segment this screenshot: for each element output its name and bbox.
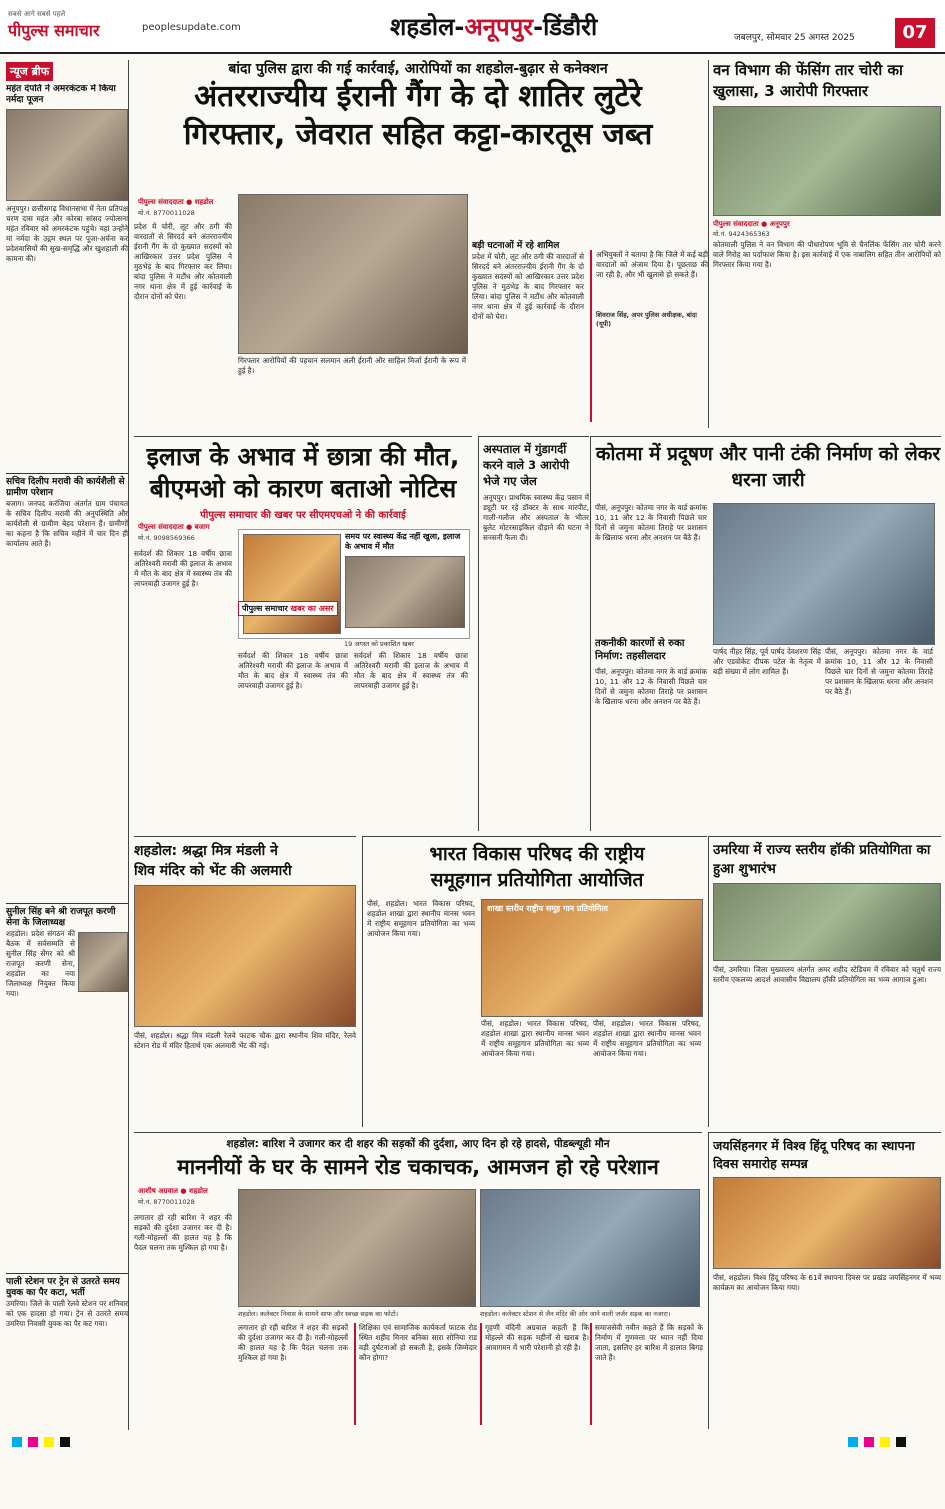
rain-story xyxy=(134,1132,702,1429)
vhp-headline: जयसिंहनगर में विश्व हिंदू परिषद का स्थापना दिवस समारोह सम्पन्न xyxy=(713,1138,915,1171)
hockey-text: पीसं, उमरिया। जिला मुख्यालय अंतर्गत अमर शहीद स्टेडियम में रविवार को चतुर्थ राज्य स्तरीय एकलव्य आदर्श आवासीय विद्यालय हॉकी प्रतियोगिता का भव्य आगाज हुआ। xyxy=(713,965,941,984)
student-headline-1: इलाज के अभाव में छात्रा की मौत, xyxy=(146,442,460,471)
hospital-text: अनूपपुर। प्राथमिक स्वास्थ्य केंद्र पसान में ड्यूटी पर रहे डॉक्टर के साथ मारपीट, गाली-गलौज और अस्पताल के भीतर बुलेट मोटरसाइकिल दौड़ाने की घटना ने सनसनी फैला दी। xyxy=(483,493,589,542)
forest-byline: पीपुल्स संवाददाता ● अनूपपुर xyxy=(713,220,790,228)
rain-kicker: शहडोल: बारिश ने उजागर कर दी शहर की सड़कों की दुर्दशा, आए दिन हो रहे हादसे, पीडब्ल्यूडी मौन xyxy=(226,1138,610,1150)
clip-headline: समय पर स्वास्थ्य केंद्र नहीं खुला, इलाज के अभाव में मौत xyxy=(345,532,461,551)
lead-mobile: मो.नं. 8770011028 xyxy=(138,209,195,217)
page-number: 07 xyxy=(895,18,935,48)
clip-label: पीपुल्स समाचार खबर का असर xyxy=(238,601,338,616)
lead-kicker: बांदा पुलिस द्वारा की गई कार्रवाई, आरोपियों का शहडोल-बुढ़ार से कनेक्शन xyxy=(228,61,608,77)
quote-3: समाजसेवी नवीन कहते हैं कि सड़कों के निर्माण में गुणवत्ता पर ध्यान नहीं दिया जाता, इसलिए हर बारिश में हालात बिगड़ जाते हैं। xyxy=(590,1323,703,1425)
hockey-story xyxy=(708,836,941,1127)
brief-1-text: अनूपपुर। छत्तीसगढ़ विधानसभा में नेता प्रतिपक्ष चरण दास महंत और कोरबा सांसद ज्योत्सना महंत रविवार को अमरकंटक पहुंचे। यहां उन्होंने मां नर्मदा के उद्गम स्थल पर पूजा-अर्चना कर प्रदेशवासियों की सुख-समृद्धि और खुशहाली की कामना की। xyxy=(6,204,128,263)
rain-caption-2: शहडोल। कलेक्टर स्टेशन से जैन मंदिर की ओर जाने वाली जर्जर सड़क का नजारा। xyxy=(480,1310,671,1318)
shraddha-headline-1: शहडोल: श्रद्धा मित्र मंडली ने xyxy=(134,843,278,859)
kotma-caption: पार्षद नीहर सिंह, पूर्व पार्षद देवशरण सिंह और एडवोकेट दीपक पटेल के नेतृत्व में बड़ी संख्या में लोग शामिल हैं। xyxy=(713,647,821,676)
kotma-headline: कोतमा में प्रदूषण और पानी टंकी निर्माण को लेकर धरना जारी xyxy=(595,443,941,491)
forest-text: कोतमाली पुलिस ने वन विभाग की पौधारोपण भूमि से चैनलिंक फेंसिंग तार चोरी करने वाले गिरोह का पर्दाफाश किया है। इस कार्रवाई में एक नाबालिग सहित तीन आरोपियों को गिरफ्तार किया गया है। xyxy=(713,240,941,269)
student-headline-2: बीएमओ को कारण बताओ नोटिस xyxy=(149,474,457,503)
lead-byline: पीपुल्स संवाददाता ● शहडोल xyxy=(138,198,214,206)
kotma-story xyxy=(590,436,941,831)
brief-4-headline: पाली स्टेशन पर ट्रेन से उतरते समय युवक का पैर कटा, भर्ती xyxy=(6,1273,128,1299)
clip-date: 19 अगस्त को प्रकाशित खबर xyxy=(344,640,414,648)
student-text: सर्वदर्श की शिकार 18 वर्षीय छात्रा अतिरेश्वरी मरावी की इलाज के अभाव में मौत के बाद क्षेत्र में स्वास्थ्य तंत्र की लापरवाही उजागर हुई है। xyxy=(134,549,232,588)
rain-text: लगातार हो रही बारिश ने शहर की सड़कों की दुर्दशा उजागर कर दी है। गली-मोहल्लों की हालत यह है कि पैदल चलना तक मुश्किल हो गया है। xyxy=(134,1213,232,1252)
hockey-headline: उमरिया में राज्य स्तरीय हॉकी प्रतियोगिता का हुआ शुभारंभ xyxy=(713,842,931,877)
forest-mobile: मो.नं. 9424365363 xyxy=(713,230,770,238)
kotma-photo xyxy=(713,503,935,645)
kotma-subhead: तकनीकी कारणों से रुका निर्माण: तहसीलदार xyxy=(595,638,685,662)
bharat-text-2: पीसं, शहडोल। भारत विकास परिषद, शहडोल शाखा द्वारा स्थानीय मानस भवन में राष्ट्रीय समूहगान प्रतियोगिता का भव्य आयोजन किया गया। xyxy=(481,1019,589,1058)
brief-3-photo xyxy=(78,932,128,992)
student-byline: पीपुल्स संवाददाता ● बजाग xyxy=(138,523,210,531)
lead-headline-2: गिरफ्तार, जेवरात सहित कट्टा-कारतूस जब्त xyxy=(183,117,653,152)
newspaper-logo: सबसे आगे सबसे पहले पीपुल्स समाचार xyxy=(8,10,100,40)
masthead xyxy=(0,0,945,54)
bharat-headline-1: भारत विकास परिषद की राष्ट्रीय xyxy=(429,843,645,865)
left-column xyxy=(6,60,129,1430)
student-kicker: पीपुल्स समाचार की खबर पर सीएमएचओ ने की कार्रवाई xyxy=(200,510,406,521)
lead-quote: अभियुक्तों ने बताया है कि जिले में कई बड़ी वारदातों को अंजाम दिया है। पूछताछ की जा रही है, और भी खुलासे हो सकते हैं। शिवराज सिंह, अपर पुलिस अधीक्षक, बांदा (यूपी) xyxy=(590,250,708,422)
bharat-text-3: पीसं, शहडोल। भारत विकास परिषद, शहडोल शाखा द्वारा स्थानीय मानस भवन में राष्ट्रीय समूहगान प्रतियोगिता का भव्य आयोजन किया गया। xyxy=(593,1019,701,1058)
shraddha-text: पीसं, शहडोल। श्रद्धा मित्र मंडली रेलवे फाटक चौक द्वारा स्थानीय शिव मंदिर, रेलवे स्टेशन रोड में मंदिर हितार्थ एक अलमारी भेंट की गई। xyxy=(134,1031,356,1050)
color-registration-marks xyxy=(12,1432,76,1451)
brief-1-headline: महंत दंपति ने अमरकंटक में किया नर्मदा पूजन xyxy=(6,84,116,105)
rain-photo-2 xyxy=(480,1189,700,1307)
rain-caption-1: शहडोल। कलेक्टर निवास के सामने साफ और स्वच्छ सड़क का फोटो। xyxy=(238,1310,399,1318)
bharat-photo xyxy=(481,899,703,1017)
rain-mobile: मो.नं. 8770011028 xyxy=(138,1198,195,1206)
rain-text-2: लगातार हो रही बारिश ने शहर की सड़कों की दुर्दशा उजागर कर दी है। गली-मोहल्लों की हालत यह है कि पैदल चलना तक मुश्किल हो गया है। xyxy=(238,1323,348,1362)
bharat-story xyxy=(362,836,707,1127)
vhp-text: पीसं, शहडोल। विश्व हिंदू परिषद के 61वें स्थापना दिवस पर प्रखंड जयसिंहनगर में भव्य कार्यक्रम का आयोजन किया गया। xyxy=(713,1273,941,1292)
kotma-text: पीसं, अनूपपुर। कोतमा नगर के वार्ड क्रमांक 10, 11 और 12 के निवासी पिछले चार दिनों से जमुना कोतमा तिराहे पर प्रशासन के खिलाफ धरना और अनशन पर बैठे हैं। xyxy=(595,503,707,542)
forest-photo xyxy=(713,106,941,216)
hospital-story xyxy=(478,436,589,831)
rain-photo-1 xyxy=(238,1189,476,1307)
hospital-headline: अस्पताल में गुंडागर्दी करने वाले 3 आरोपी भेजे गए जेल xyxy=(483,442,570,488)
shraddha-photo xyxy=(134,885,356,1027)
brief-2-text: बजाग। जनपद करंजिया अंतर्गत ग्राम पंचायत के सचिव दिलीप मरावी की अनुपस्थिति और कार्यशैली से ग्रामीण बेहद परेशान हैं। ग्रामीणों का कहना है कि सचिव महीने में चार दिन ही कार्यालय आते हैं। xyxy=(6,499,128,548)
clip-photo xyxy=(243,534,341,634)
student-story xyxy=(134,436,472,831)
forest-headline: वन विभाग की फेंसिंग तार चोरी का खुलासा, 3 आरोपी गिरफ्तार xyxy=(713,61,903,100)
lead-subhead: बड़ी घटनाओं में रहे शामिल xyxy=(472,241,560,251)
student-mobile: मो.नं. 9098569366 xyxy=(138,534,195,542)
student-text-3: सर्वदर्श की शिकार 18 वर्षीय छात्रा अतिरेश्वरी मरावी की इलाज के अभाव में मौत के बाद क्षेत्र में स्वास्थ्य तंत्र की लापरवाही उजागर हुई है। xyxy=(354,651,468,690)
section-title: शहडोल-अनूपपुर-डिंडौरी xyxy=(390,13,598,41)
rain-byline: आशीष अग्रवाल ● शहडोल xyxy=(138,1187,208,1195)
brief-1-photo xyxy=(6,109,128,201)
hockey-photo xyxy=(713,883,941,961)
brief-4-text: उमरिया। जिले के पाली रेलवे स्टेशन पर शनिवार को एक हादसा हो गया। ट्रेन से उतरते समय उमरिया निवासी युवक का पैर कट गया। xyxy=(6,1299,128,1328)
bharat-headline-2: समूहगान प्रतियोगिता आयोजित xyxy=(430,869,644,891)
clip-photo-2 xyxy=(345,556,465,628)
brief-3-headline: सुनील सिंह बने श्री राजपूत करणी सेना के जिलाध्यक्ष xyxy=(6,903,128,929)
kotma-text-3: पीसं, अनूपपुर। कोतमा नगर के वार्ड क्रमांक 10, 11 और 12 के निवासी पिछले चार दिनों से जमुना कोतमा तिराहे पर प्रशासन के खिलाफ धरना और अनशन पर बैठे हैं। xyxy=(595,667,707,706)
bharat-text: पीसं, शहडोल। भारत विकास परिषद, शहडोल शाखा द्वारा स्थानीय मानस भवन में राष्ट्रीय समूहगान प्रतियोगिता का भव्य आयोजन किया गया। xyxy=(367,899,475,938)
forest-story xyxy=(708,60,941,428)
lead-text-2: प्रदेश में चोरी, लूट और ठगी की वारदातों से सिरदर्द बने अंतरराज्यीय ईरानी गैंग के दो कुख्यात सदस्यों को आखिरकार उत्तर प्रदेश पुलिस ने मुठभेड़ के बाद गिरफ्तार कर लिया। बांदा पुलिस ने मटौंध और कोतवाली नगर थाना क्षेत्र में हुई कार्रवाई के दौरान दोनों को घेरा। xyxy=(472,252,584,321)
shraddha-story xyxy=(134,836,356,1127)
brief-2-headline: सचिव दिलीप मरावी की कार्यशैली से ग्रामीण परेशान xyxy=(6,473,128,499)
color-registration-marks-right xyxy=(848,1432,912,1451)
issue-date: जबलपुर, सोमवार 25 अगस्त 2025 xyxy=(734,33,855,43)
lead-photo xyxy=(238,194,468,354)
student-clipping xyxy=(238,529,470,639)
bharat-banner: शाखा स्तरीय राष्ट्रीय समूह गान प्रतियोगिता xyxy=(487,904,608,913)
student-text-2: सर्वदर्श की शिकार 18 वर्षीय छात्रा अतिरेश्वरी मरावी की इलाज के अभाव में मौत के बाद क्षेत्र में स्वास्थ्य तंत्र की लापरवाही उजागर हुई है। xyxy=(238,651,348,690)
vhp-photo xyxy=(713,1177,941,1269)
rain-headline: माननीयों के घर के सामने रोड चकाचक, आमजन हो रहे परेशान xyxy=(177,1155,659,1179)
quote-1: शिक्षिका एवं सामाजिक कार्यकर्ता फाटक रोड स्थित शहीद मिनार बनिका सारा सोनिया राड वड़ी दुर्घटनाओं हो सकती है, इसके जिम्मेदार कौन होगा? xyxy=(354,1323,477,1425)
vhp-story xyxy=(708,1132,941,1429)
website-url[interactable]: peoplesupdate.com xyxy=(142,22,241,33)
brief-3-text: शहडोल। प्रदेश संगठन की बैठक में सर्वसम्मति से सुनील सिंह सेंगर को श्री राजपूत करणी सेना, शहडोल का नया जिलाध्यक्ष नियुक्त किया गया। xyxy=(6,929,75,998)
lead-text: प्रदेश में चोरी, लूट और ठगी की वारदातों से सिरदर्द बने अंतरराज्यीय ईरानी गैंग के दो कुख्यात सदस्यों को आखिरकार उत्तर प्रदेश पुलिस ने मुठभेड़ के बाद गिरफ्तार कर लिया। बांदा पुलिस ने मटौंध और कोतवाली नगर थाना क्षेत्र में हुई कार्रवाई के दौरान दोनों को घेरा। xyxy=(134,222,232,301)
quote-2: गृहणी वंदिनी अग्रवाल कहती हैं कि मोहल्ले की सड़क महीनों से खराब है। आवागमन में भारी परेशानी हो रही है। xyxy=(480,1323,589,1425)
news-brief-tag: न्यूज ब्रीफ xyxy=(6,62,53,81)
kotma-text-2: पीसं, अनूपपुर। कोतमा नगर के वार्ड क्रमांक 10, 11 और 12 के निवासी पिछले चार दिनों से जमुना कोतमा तिराहे पर प्रशासन के खिलाफ धरना और अनशन पर बैठे हैं। xyxy=(825,647,933,696)
lead-caption: गिरफ्तार आरोपियों की पहचान सलमान अली ईरानी और साहिल मिर्जा ईरानी के रूप में हुई है। xyxy=(238,356,466,375)
lead-story xyxy=(134,60,708,428)
lead-headline-1: अंतरराज्यीय ईरानी गैंग के दो शातिर लुटेरे xyxy=(194,79,642,114)
shraddha-headline-2: शिव मंदिर को भेंट की अलमारी xyxy=(134,863,292,879)
